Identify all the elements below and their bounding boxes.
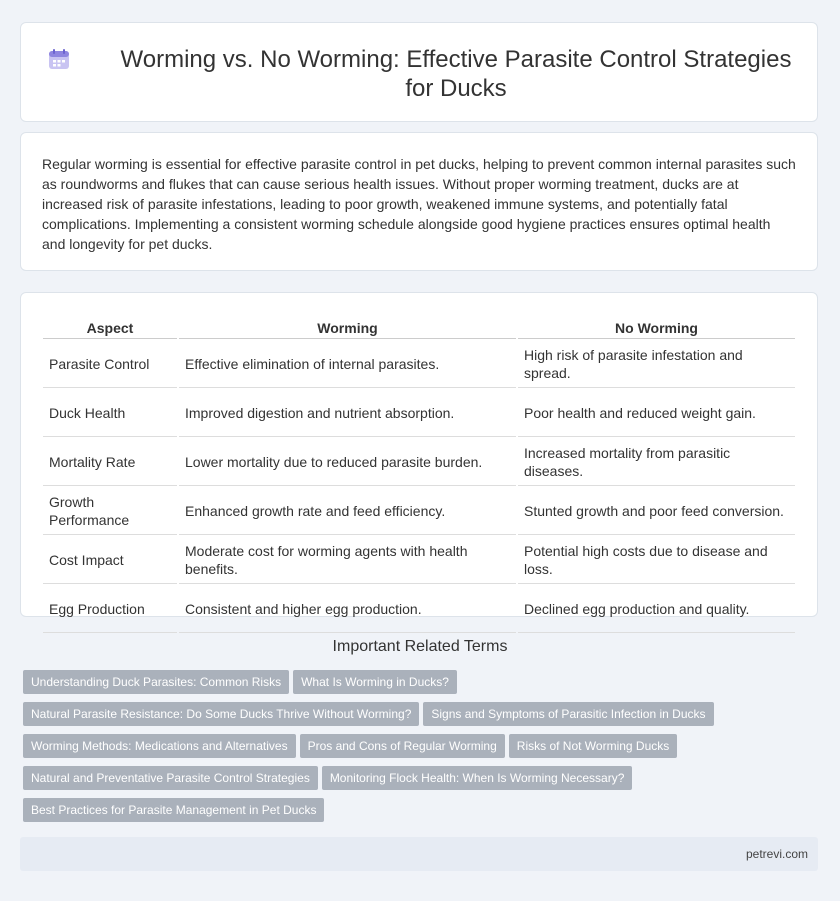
related-term-tag[interactable]: Worming Methods: Medications and Alternatives — [23, 734, 296, 758]
cell-no-worming: Increased mortality from parasitic diseases. — [518, 439, 795, 486]
header-aspect: Aspect — [43, 317, 177, 339]
title-card — [20, 22, 818, 122]
table-header-row — [43, 317, 795, 339]
related-term-tag[interactable]: Pros and Cons of Regular Worming — [300, 734, 505, 758]
related-term-tag[interactable]: Signs and Symptoms of Parasitic Infection in Ducks — [423, 702, 713, 726]
cell-aspect: Growth Performance — [43, 488, 177, 535]
cell-no-worming: Declined egg production and quality. — [518, 586, 795, 633]
related-term-tag[interactable]: Risks of Not Worming Ducks — [509, 734, 677, 758]
table-row — [43, 439, 795, 486]
table-row — [43, 341, 795, 388]
table-row — [43, 586, 795, 633]
related-terms-title: Important Related Terms — [332, 638, 508, 655]
cell-worming: Improved digestion and nutrient absorption. — [179, 390, 516, 437]
cell-aspect: Cost Impact — [43, 537, 177, 584]
footer — [20, 837, 818, 871]
cell-aspect: Mortality Rate — [43, 439, 177, 486]
cell-aspect: Egg Production — [43, 586, 177, 633]
related-term-tag[interactable]: What Is Worming in Ducks? — [293, 670, 457, 694]
table-row — [43, 537, 795, 584]
comparison-card — [20, 292, 818, 617]
footer-site-link[interactable]: petrevi.com — [745, 847, 808, 861]
cell-no-worming: Stunted growth and poor feed conversion. — [518, 488, 795, 535]
related-term-tag[interactable]: Monitoring Flock Health: When Is Worming Necessary? — [322, 766, 633, 790]
cell-worming: Moderate cost for worming agents with health benefits. — [179, 537, 516, 584]
intro-card — [20, 132, 818, 271]
cell-worming: Enhanced growth rate and feed efficiency. — [179, 488, 516, 535]
intro-paragraph: Regular worming is essential for effective parasite control in pet ducks, helping to prevent common internal parasites such as roundworms and flukes that can cause serious health issues. Without proper worming treatment, ducks are at increased risk of parasite infestations, leading to poor growth, weakened immune systems, and potentially fatal complications. Implementing a consistent worming schedule alongside good hygiene practices ensures optimal health and longevity for pet ducks. — [42, 156, 796, 252]
header-no-worming: No Worming — [518, 317, 795, 339]
cell-no-worming: Potential high costs due to disease and loss. — [518, 537, 795, 584]
related-terms-list — [23, 670, 723, 830]
related-term-tag[interactable]: Natural and Preventative Parasite Control Strategies — [23, 766, 318, 790]
cell-worming: Consistent and higher egg production. — [179, 586, 516, 633]
cell-worming: Lower mortality due to reduced parasite burden. — [179, 439, 516, 486]
cell-no-worming: Poor health and reduced weight gain. — [518, 390, 795, 437]
page-title: Worming vs. No Worming: Effective Parasite Control Strategies for Ducks — [120, 46, 792, 102]
cell-no-worming: High risk of parasite infestation and spread. — [518, 341, 795, 388]
header-worming: Worming — [179, 317, 516, 339]
related-term-tag[interactable]: Natural Parasite Resistance: Do Some Ducks Thrive Without Worming? — [23, 702, 419, 726]
cell-worming: Effective elimination of internal parasites. — [179, 341, 516, 388]
related-term-tag[interactable]: Understanding Duck Parasites: Common Risks — [23, 670, 289, 694]
table-row — [43, 488, 795, 535]
comparison-table — [41, 315, 797, 635]
related-term-tag[interactable]: Best Practices for Parasite Management in Pet Ducks — [23, 798, 324, 822]
cell-aspect: Duck Health — [43, 390, 177, 437]
table-row — [43, 390, 795, 437]
cell-aspect: Parasite Control — [43, 341, 177, 388]
